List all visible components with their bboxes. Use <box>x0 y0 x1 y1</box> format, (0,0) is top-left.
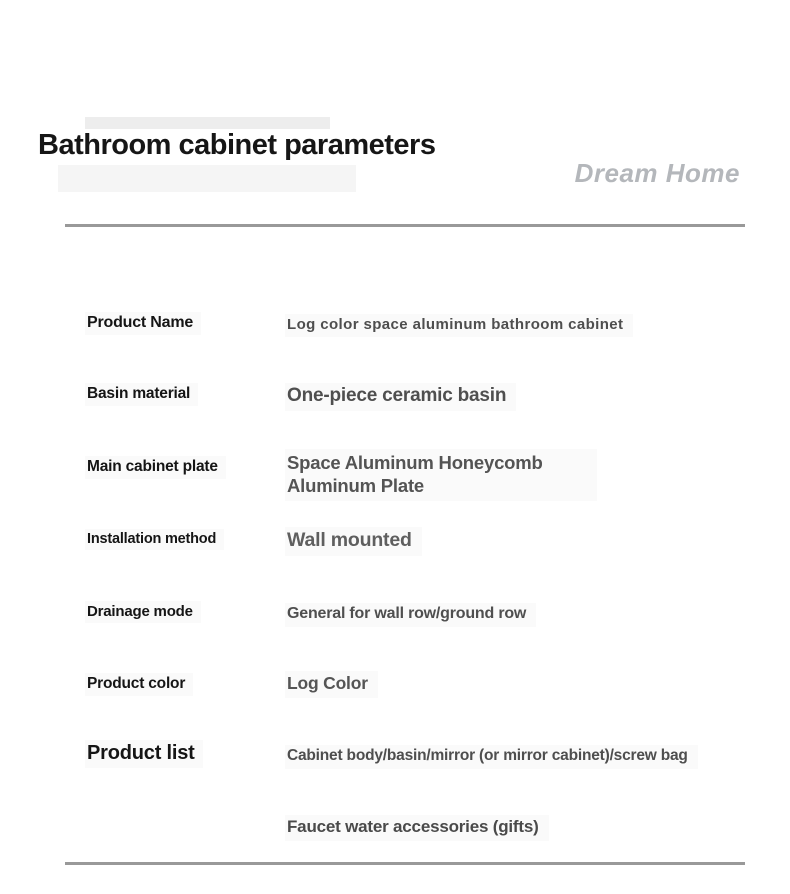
spec-value-installation-method: Wall mounted <box>285 527 422 556</box>
spec-value-product-color: Log Color <box>285 671 378 698</box>
spec-label-product-color: Product color <box>85 673 193 696</box>
top-divider <box>65 224 745 227</box>
spec-label-installation-method: Installation method <box>85 529 224 550</box>
spec-value-basin-material: One-piece ceramic basin <box>285 383 516 411</box>
overlay-artifact-bottom <box>58 165 356 192</box>
spec-label-product-name: Product Name <box>85 312 201 335</box>
bottom-divider <box>65 862 745 865</box>
spec-label-basin-material: Basin material <box>85 383 198 406</box>
spec-value-drainage-mode: General for wall row/ground row <box>285 603 536 627</box>
spec-label-product-list: Product list <box>85 740 203 768</box>
spec-value-main-cabinet-plate: Space Aluminum Honeycomb Aluminum Plate <box>285 449 597 501</box>
spec-value-faucet-accessories: Faucet water accessories (gifts) <box>285 815 549 841</box>
brand-watermark: Dream Home <box>574 158 740 188</box>
overlay-artifact-top <box>85 117 330 129</box>
spec-label-drainage-mode: Drainage mode <box>85 601 201 623</box>
page-title: Bathroom cabinet parameters <box>38 129 441 162</box>
spec-value-product-name: Log color space aluminum bathroom cabinet <box>285 314 633 337</box>
spec-value-product-list: Cabinet body/basin/mirror (or mirror cabinet)/screw bag <box>285 745 698 769</box>
spec-label-main-cabinet-plate: Main cabinet plate <box>85 456 226 479</box>
